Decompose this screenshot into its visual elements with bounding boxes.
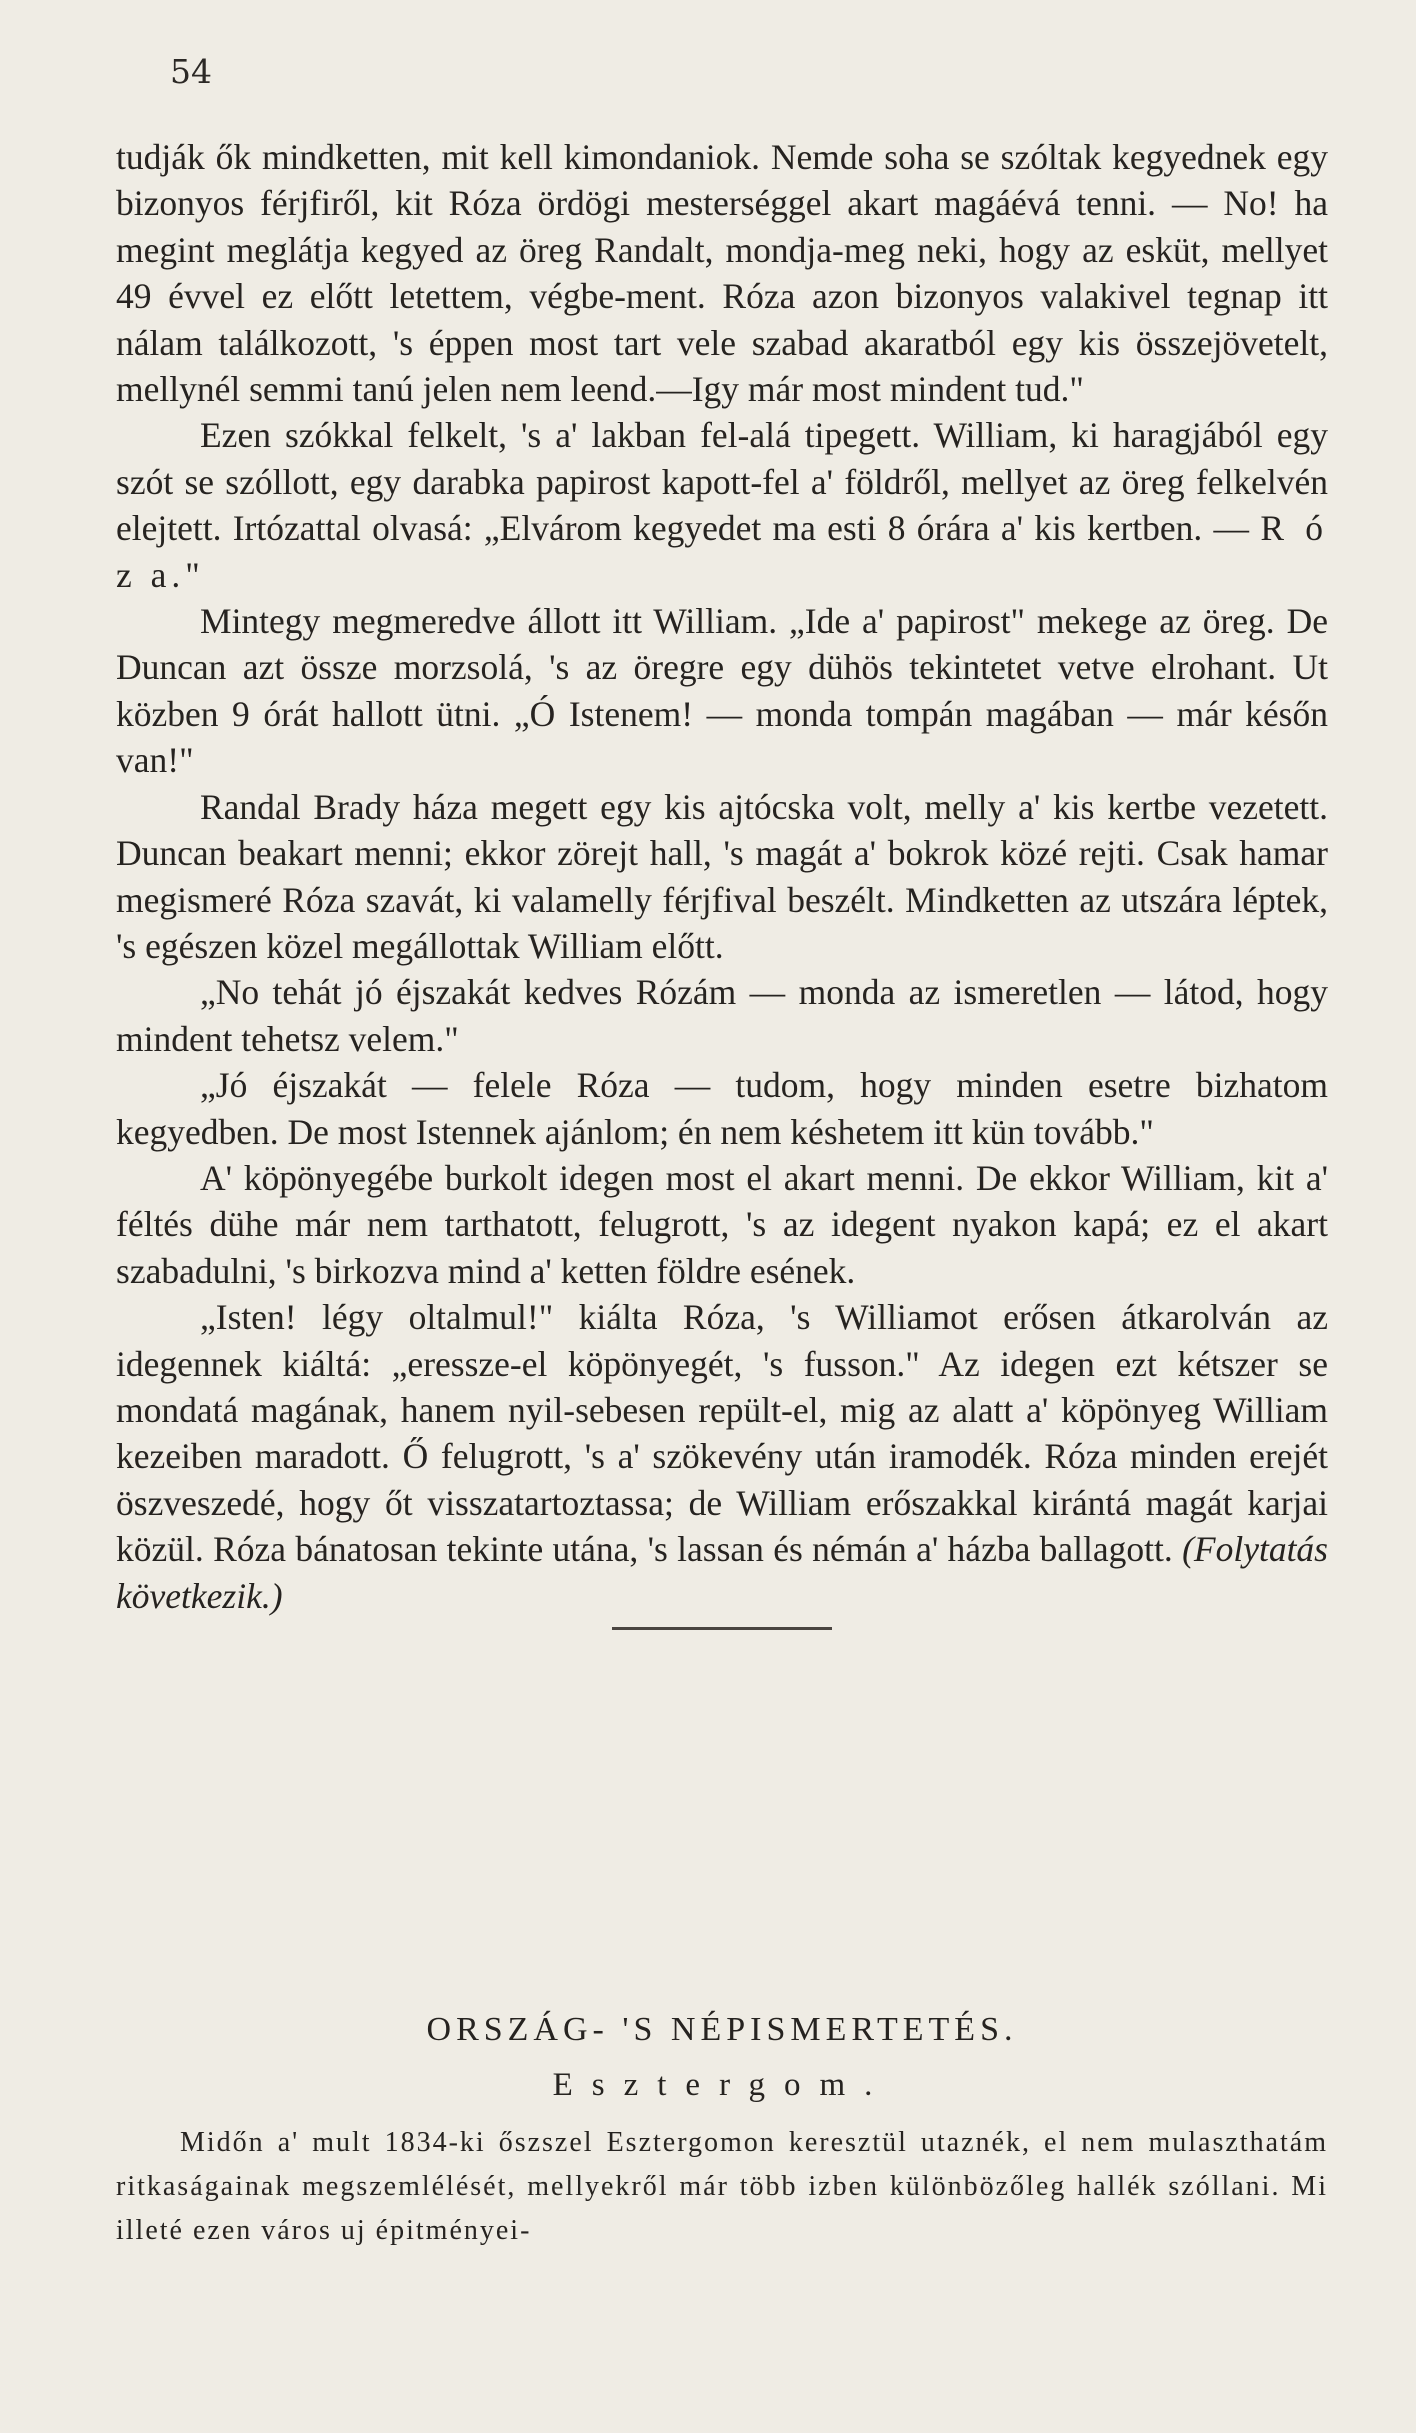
section [116,1993,1328,2253]
story-paragraph [116,412,1328,598]
story-paragraph: A' köpönyegébe burkolt idegen most el akart menni. De ekkor William, kit a' féltés dühe már nem tarthatott, felugrott, 's az idegent nyakon kapá; ez el akart szabadulni, 's birkozva mind a' ketten földre esének. [116,1157,1328,1291]
story-paragraph: Randal Brady háza megett egy kis ajtócska volt, melly a' kis kertbe vezetett. Duncan beakart menni; ekkor zörejt hall, 's magát a' bokrok közé rejti. Csak hamar megismeré Róza szavát, ki valamelly férjfival beszélt. Mindketten az utszára léptek, 's egészen közel megállottak William előtt. [116,786,1328,966]
divider-rule [612,1627,832,1630]
story-paragraph-text: „Isten! légy oltalmul!" kiálta Róza, 's Williamot erősen átkarolván az idegennek kiáltá: „eressze-el köpönyegét, 's fusson." Az idegen ezt kétszer se mondatá magának, hanem nyil-sebesen repült-el, mig az alatt a' köpönyeg William kezeiben maradott. Ő felugrott, 's a' szökevény után iramodék. Róza minden erejét öszveszedé, hogy őt visszatartoztassa; de William erőszakkal kirántá magát karjai közül. Róza bánatosan tekinte utána, 's lassan és némán a' házba ballagott. [116,1297,1328,1570]
story-paragraph: „Jó éjszakát — felele Róza — tudom, hogy minden esetre bizhatom kegyedben. De most Istennek ajánlom; én nem késhetem itt kün tovább." [116,1065,1328,1152]
section-subtitle: Esztergom. [552,2067,892,2103]
story-paragraph: „No tehát jó éjszakát kedves Rózám — monda az ismeretlen — látod, hogy mindent tehetsz velem." [116,972,1328,1059]
page-number: 54 [170,52,212,91]
letter-signature: R ó z a." [116,508,1328,595]
story-text [116,134,1328,1630]
continuation-note: (Folytatás következik.) [116,1529,1328,1616]
section-text: Midőn a' mult 1834-ki őszszel Esztergomon keresztül utaznék, el nem mulaszthatám ritkaságainak megszemlélését, mellyekről már több izben különbözőleg hallék szóllani. Mi illeté ezen város uj épitményei- [116,2127,1328,2246]
story-paragraph: Mintegy megmeredve állott itt William. „Ide a' papirost" mekege az öreg. De Duncan azt össze morzsolá, 's az öregre egy dühös tekintetet vetve elrohant. Ut közben 9 órát hallott ütni. „Ó Istenem! — monda tompán magában — már későn van!" [116,601,1328,781]
story-paragraph [116,1294,1328,1619]
section-title: ORSZÁG- 'S NÉPISMERTETÉS. [426,2011,1018,2048]
story-paragraph-text: Ezen szókkal felkelt, 's a' lakban fel-alá tipegett. William, ki haragjából egy szót se szóllott, egy darabka papirost kapott-fel a' földről, mellyet az öreg felkelvén elejtett. Irtózattal olvasá: „Elvárom kegyedet ma esti 8 órára a' kis kertben. — [116,415,1328,549]
story-paragraph: tudják ők mindketten, mit kell kimondaniok. Nemde soha se szóltak kegyednek egy bizonyos férjfiről, kit Róza ördögi mesterséggel akart magáévá tenni. — No! ha megint meglátja kegyed az öreg Randalt, mondja-meg neki, hogy az esküt, mellyet 49 évvel ez előtt letettem, végbe-ment. Róza azon bizonyos valakivel tegnap itt nálam találkozott, 's éppen most tart vele szabad akaratból egy kis összejövetelt, mellynél semmi tanú jelen nem leend.—Igy már most mindent tud." [116,137,1328,410]
